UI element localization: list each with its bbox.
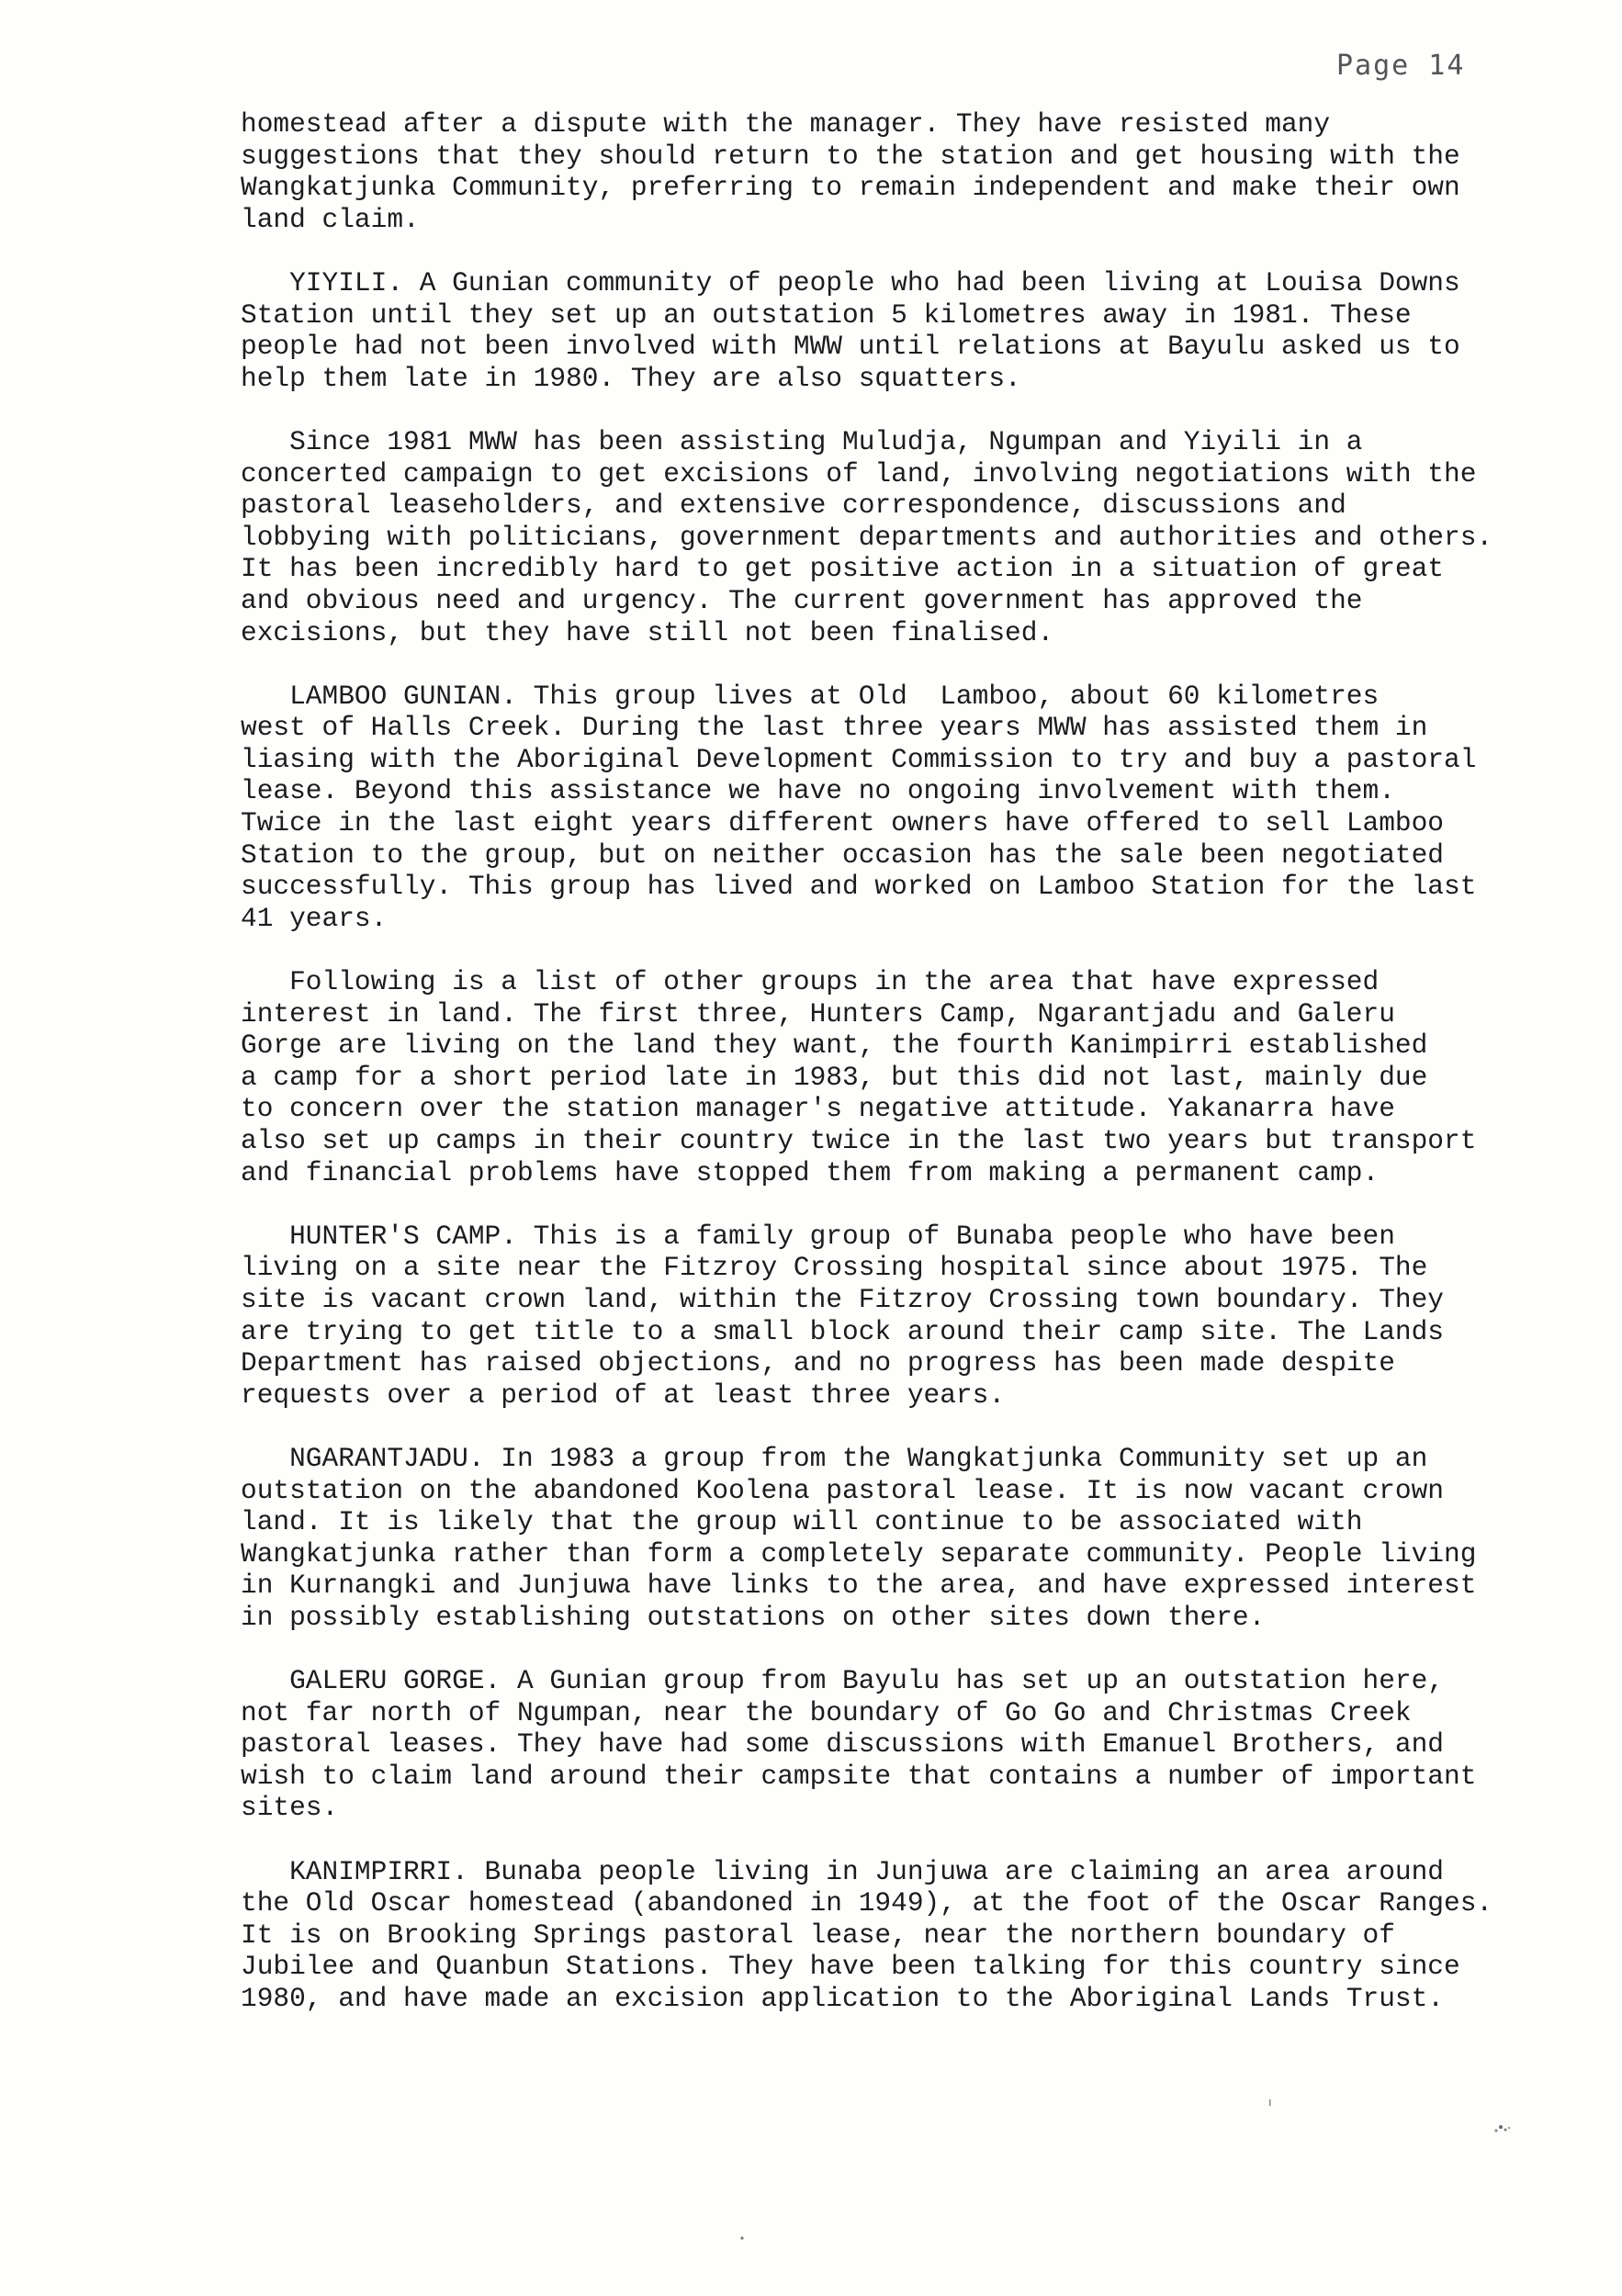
text-line: Jubilee and Quanbun Stations. They have been talking for this country since (241, 1951, 1460, 1983)
text-line: Gorge are living on the land they want, the fourth Kanimpirri established (241, 1030, 1428, 1062)
text-line: KANIMPIRRI. Bunaba people living in Junjuwa are claiming an area around (241, 1855, 1445, 1887)
text-line: It has been incredibly hard to get positive action in a situation of great (241, 553, 1445, 585)
text-line: NGARANTJADU. In 1983 a group from the Wangkatjunka Community set up an (241, 1442, 1428, 1474)
text-line: Department has raised objections, and no progress has been made despite (241, 1347, 1395, 1379)
text-line: in Kurnangki and Junjuwa have links to the area, and have expressed interest (241, 1570, 1477, 1602)
text-line: LAMBOO GUNIAN. This group lives at Old Lamboo, about 60 kilometres (241, 680, 1380, 712)
paragraph-galeru-gorge (241, 1665, 1563, 1824)
text-line: not far north of Ngumpan, near the boundary of Go Go and Christmas Creek (241, 1696, 1412, 1728)
scan-speck (1492, 2122, 1513, 2134)
text-line: Wangkatjunka rather than form a completely separate community. People living (241, 1537, 1477, 1570)
document-body (241, 108, 1563, 2046)
paragraph-following (241, 966, 1563, 1188)
text-line: Since 1981 MWW has been assisting Muludja, Ngumpan and Yiyili in a (241, 425, 1363, 457)
text-line: Wangkatjunka Community, preferring to remain independent and make their own (241, 172, 1460, 204)
text-line: sites. (241, 1792, 339, 1824)
text-line: successfully. This group has lived and worked on Lamboo Station for the last (241, 871, 1477, 903)
paragraph-continuation (241, 108, 1563, 235)
text-line: wish to claim land around their campsite that contains a number of important (241, 1760, 1477, 1792)
text-line: It is on Brooking Springs pastoral lease, near the northern boundary of (241, 1919, 1395, 1951)
text-line: and obvious need and urgency. The current government has approved the (241, 584, 1363, 616)
text-line: in possibly establishing outstations on other sites down there. (241, 1601, 1266, 1633)
text-line: also set up camps in their country twice in the last two years but transport (241, 1125, 1477, 1156)
text-line: GALERU GORGE. A Gunian group from Bayulu has set up an outstation here, (241, 1665, 1445, 1697)
text-line: a camp for a short period late in 1983, but this did not last, mainly due (241, 1061, 1428, 1093)
text-line: suggestions that they should return to the station and get housing with the (241, 140, 1460, 172)
text-line: land claim. (241, 203, 420, 235)
text-line: pastoral leases. They have had some discussions with Emanuel Brothers, and (241, 1728, 1445, 1761)
text-line: requests over a period of at least three years. (241, 1379, 1006, 1411)
paragraph-lamboo-gunian (241, 681, 1563, 935)
text-line: liasing with the Aboriginal Development Commission to try and buy a pastoral (241, 743, 1477, 775)
paragraph-ngarantjadu (241, 1443, 1563, 1634)
text-line: YIYILI. A Gunian community of people who had been living at Louisa Downs (241, 266, 1460, 298)
text-line: Following is a list of other groups in the area that have expressed (241, 966, 1380, 998)
text-line: west of Halls Creek. During the last three years MWW has assisted them in (241, 712, 1428, 744)
text-line: to concern over the station manager's negative attitude. Yakanarra have (241, 1093, 1395, 1125)
page-number: Page 14 (1336, 50, 1466, 82)
text-line: homestead after a dispute with the manager. They have resisted many (241, 108, 1331, 140)
text-line: HUNTER'S CAMP. This is a family group of Bunaba people who have been (241, 1220, 1395, 1252)
text-line: outstation on the abandoned Koolena pastoral lease. It is now vacant crown (241, 1474, 1445, 1506)
paragraph-hunters-camp (241, 1221, 1563, 1412)
text-line: 1980, and have made an excision application to the Aboriginal Lands Trust. (241, 1983, 1445, 2015)
scan-speck (1267, 2094, 1273, 2103)
text-line: lobbying with politicians, government departments and authorities and others. (241, 521, 1493, 553)
text-line: 41 years. (241, 902, 388, 934)
text-line: interest in land. The first three, Hunters Camp, Ngarantjadu and Galeru (241, 997, 1395, 1030)
paragraph-since-1981 (241, 426, 1563, 648)
text-line: Twice in the last eight years different owners have offered to sell Lamboo (241, 807, 1445, 839)
text-line: help them late in 1980. They are also squatters. (241, 362, 1021, 394)
text-line: lease. Beyond this assistance we have no ongoing involvement with them. (241, 775, 1395, 807)
text-line: land. It is likely that the group will continue to be associated with (241, 1506, 1363, 1538)
paragraph-kanimpirri (241, 1856, 1563, 2015)
text-line: pastoral leaseholders, and extensive correspondence, discussions and (241, 490, 1346, 522)
text-line: and financial problems have stopped them from making a permanent camp. (241, 1156, 1380, 1188)
text-line: Station until they set up an outstation 5 kilometres away in 1981. These (241, 298, 1412, 331)
text-line: Station to the group, but on neither occasion has the sale been negotiated (241, 838, 1445, 871)
text-line: living on a site near the Fitzroy Crossing hospital since about 1975. The (241, 1252, 1428, 1284)
text-line: concerted campaign to get excisions of land, involving negotiations with the (241, 457, 1477, 490)
scan-speck (739, 2227, 745, 2233)
text-line: are trying to get title to a small block around their camp site. The Lands (241, 1315, 1445, 1347)
text-line: people had not been involved with MWW until relations at Bayulu asked us to (241, 331, 1460, 363)
paragraph-yiyili (241, 267, 1563, 394)
text-line: site is vacant crown land, within the Fitzroy Crossing town boundary. They (241, 1283, 1445, 1315)
text-line: excisions, but they have still not been finalised. (241, 616, 1054, 648)
text-line: the Old Oscar homestead (abandoned in 1949), at the foot of the Oscar Ranges. (241, 1887, 1493, 1919)
